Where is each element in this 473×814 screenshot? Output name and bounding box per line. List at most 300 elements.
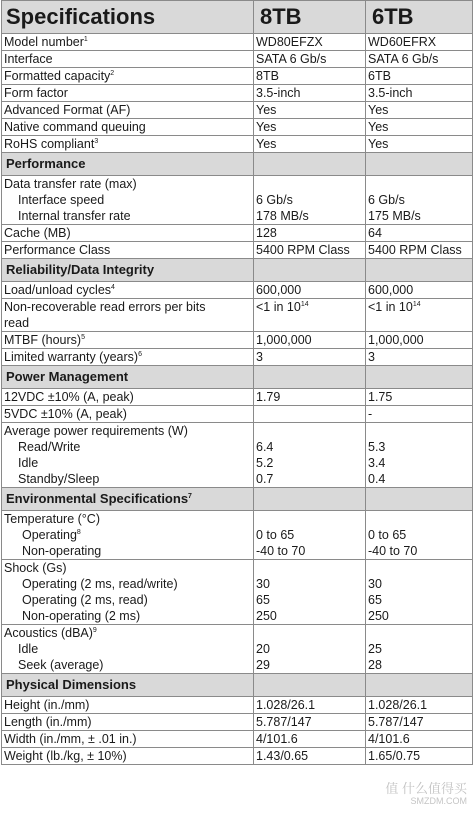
value-cell-6tb	[366, 51, 473, 68]
spec-value	[368, 471, 472, 487]
spec-label: Operating	[22, 528, 77, 542]
spec-value-text: 4/101.6	[368, 732, 410, 746]
table-row	[2, 714, 473, 731]
value-cell-8tb	[254, 119, 366, 136]
section-title	[2, 366, 254, 389]
value-cell-8tb	[254, 332, 366, 349]
spec-value	[368, 349, 472, 365]
spec-label-line	[4, 697, 253, 713]
value-cell-8tb	[254, 625, 366, 674]
spec-value	[256, 332, 365, 348]
spec-label-line	[4, 242, 253, 258]
spec-label: Width (in./mm, ± .01 in.)	[4, 732, 137, 746]
section-title	[2, 488, 254, 511]
spec-label-cell	[2, 136, 254, 153]
table-row	[2, 51, 473, 68]
table-row	[2, 85, 473, 102]
spec-label: Idle	[18, 642, 39, 656]
spec-value	[256, 136, 365, 152]
section-empty-cell	[366, 259, 473, 282]
spec-value	[256, 176, 365, 192]
spec-value	[368, 576, 472, 592]
spec-value-text: 1,000,000	[256, 333, 312, 347]
value-cell-6tb	[366, 748, 473, 765]
value-cell-8tb	[254, 225, 366, 242]
value-cell-6tb	[366, 560, 473, 625]
spec-label-cell	[2, 282, 254, 299]
spec-label: Non-operating (2 ms)	[22, 609, 141, 623]
spec-value-text: 250	[368, 609, 389, 623]
table-row	[2, 176, 473, 225]
section-header-row	[2, 674, 473, 697]
spec-label: Load/unload cycles	[4, 283, 112, 297]
value-cell-8tb	[254, 748, 366, 765]
spec-value-text: 1.75	[368, 390, 393, 404]
value-cell-8tb	[254, 282, 366, 299]
spec-value	[368, 731, 472, 747]
spec-label-line	[4, 439, 253, 455]
spec-label-line	[4, 389, 253, 405]
spec-value	[368, 389, 472, 405]
spec-value-text: 1.65/0.75	[368, 749, 421, 763]
spec-value-text: Yes	[368, 120, 389, 134]
spec-value	[256, 349, 365, 365]
spec-label-cell	[2, 511, 254, 560]
spec-value	[368, 714, 472, 730]
spec-label-cell	[2, 176, 254, 225]
value-cell-6tb	[366, 332, 473, 349]
value-cell-6tb	[366, 102, 473, 119]
spec-label-cell	[2, 625, 254, 674]
spec-value	[256, 389, 365, 405]
spec-label-cell	[2, 423, 254, 488]
spec-value	[368, 748, 472, 764]
value-cell-8tb	[254, 34, 366, 51]
table-row	[2, 389, 473, 406]
spec-label-line	[4, 332, 253, 348]
spec-value-text: 600,000	[368, 283, 414, 297]
spec-value-text: 65	[256, 593, 270, 607]
spec-value	[256, 439, 365, 455]
section-title-text: Power Management	[6, 369, 129, 384]
spec-label: 5VDC ±10% (A, peak)	[4, 407, 127, 421]
table-row	[2, 406, 473, 423]
section-title	[2, 674, 254, 697]
spec-value-text: 6TB	[368, 69, 391, 83]
spec-label: Formatted capacity	[4, 69, 111, 83]
value-cell-8tb	[254, 68, 366, 85]
spec-label-line	[4, 51, 253, 67]
section-empty-cell	[254, 488, 366, 511]
spec-label-line	[4, 543, 253, 559]
spec-label-cell	[2, 406, 254, 423]
spec-value-text: 1.43/0.65	[256, 749, 309, 763]
spec-label-cell	[2, 102, 254, 119]
spec-value	[256, 471, 365, 487]
specifications-title: Specifications	[2, 1, 254, 34]
table-row	[2, 625, 473, 674]
spec-label-cell	[2, 85, 254, 102]
watermark	[385, 782, 467, 808]
spec-label-cell	[2, 748, 254, 765]
spec-value	[368, 641, 472, 657]
value-cell-8tb	[254, 511, 366, 560]
section-header-row	[2, 259, 473, 282]
spec-value	[368, 527, 472, 543]
section-title	[2, 153, 254, 176]
table-row	[2, 242, 473, 259]
spec-label-cell	[2, 714, 254, 731]
specifications-table-body	[2, 1, 473, 765]
spec-value	[368, 332, 472, 348]
table-row	[2, 136, 473, 153]
spec-value	[256, 748, 365, 764]
spec-label-line	[4, 208, 253, 224]
spec-label: Height (in./mm)	[4, 698, 90, 712]
table-row	[2, 225, 473, 242]
spec-value-text: 25	[368, 642, 382, 656]
spec-value	[368, 208, 472, 224]
spec-value	[368, 51, 472, 67]
spec-value-text: <1 in 10	[368, 300, 413, 314]
spec-value-text: 0.7	[256, 472, 274, 486]
spec-label: Cache (MB)	[4, 226, 71, 240]
spec-label-line	[4, 731, 253, 747]
value-cell-8tb	[254, 136, 366, 153]
spec-value	[368, 282, 472, 298]
spec-value-text: 1,000,000	[368, 333, 424, 347]
spec-label-line	[4, 119, 253, 135]
specifications-table	[1, 0, 473, 765]
footnote-marker: 3	[94, 138, 99, 145]
spec-label-cell	[2, 51, 254, 68]
section-title	[2, 259, 254, 282]
spec-value-text: Yes	[368, 103, 389, 117]
footnote-marker: 8	[76, 529, 81, 536]
spec-value-text: 3	[256, 350, 263, 364]
spec-value	[256, 315, 365, 331]
spec-label: Weight (lb./kg, ± 10%)	[4, 749, 127, 763]
value-cell-6tb	[366, 282, 473, 299]
spec-value-text: 3.4	[368, 456, 386, 470]
footnote-marker: 7	[188, 493, 192, 500]
spec-value-text: 0.4	[368, 472, 386, 486]
table-row	[2, 119, 473, 136]
spec-label-line	[4, 315, 253, 331]
spec-value-text: WD80EFZX	[256, 35, 323, 49]
value-cell-6tb	[366, 34, 473, 51]
spec-value	[368, 560, 472, 576]
spec-value	[256, 592, 365, 608]
column-header-8tb: 8TB	[254, 1, 366, 34]
spec-value	[256, 576, 365, 592]
spec-value-text: 5400 RPM Class	[256, 243, 350, 257]
spec-value	[368, 406, 472, 422]
spec-label-line	[4, 176, 253, 192]
spec-label: Standby/Sleep	[18, 472, 100, 486]
spec-value-text: 5400 RPM Class	[368, 243, 462, 257]
spec-label: Seek (average)	[18, 658, 104, 672]
spec-label-line	[4, 527, 253, 543]
spec-label-cell	[2, 242, 254, 259]
value-cell-6tb	[366, 731, 473, 748]
spec-value-text: Yes	[256, 103, 277, 117]
spec-value-text: Yes	[256, 120, 277, 134]
spec-value	[256, 527, 365, 543]
table-row	[2, 560, 473, 625]
spec-label: Interface	[4, 52, 53, 66]
value-cell-6tb	[366, 423, 473, 488]
spec-label-line	[4, 714, 253, 730]
section-empty-cell	[366, 366, 473, 389]
spec-value-text: 30	[368, 577, 382, 591]
watermark-text: 值 什么值得买	[385, 781, 467, 796]
spec-value-text: 1.028/26.1	[256, 698, 316, 712]
section-header-row	[2, 366, 473, 389]
spec-value-text: -	[368, 407, 373, 421]
value-cell-8tb	[254, 560, 366, 625]
table-row	[2, 299, 473, 332]
spec-value	[368, 119, 472, 135]
spec-value	[256, 299, 365, 315]
spec-label: Operating (2 ms, read/write)	[22, 577, 178, 591]
spec-label: Acoustics (dBA)	[4, 626, 93, 640]
value-cell-6tb	[366, 697, 473, 714]
value-cell-8tb	[254, 85, 366, 102]
section-title-text: Performance	[6, 156, 86, 171]
value-cell-8tb	[254, 423, 366, 488]
spec-value	[368, 511, 472, 527]
spec-value	[368, 315, 472, 331]
spec-value	[256, 641, 365, 657]
spec-value	[368, 102, 472, 118]
spec-value-text: Yes	[256, 137, 277, 151]
section-empty-cell	[254, 153, 366, 176]
spec-label: RoHS compliant	[4, 137, 95, 151]
spec-value	[256, 697, 365, 713]
value-cell-8tb	[254, 349, 366, 366]
value-cell-8tb	[254, 697, 366, 714]
spec-label-line	[4, 592, 253, 608]
spec-value-text: 3.5-inch	[256, 86, 301, 100]
section-title-text: Environmental Specifications	[6, 491, 189, 506]
section-empty-cell	[366, 674, 473, 697]
spec-label: Length (in./mm)	[4, 715, 92, 729]
spec-value	[368, 136, 472, 152]
spec-value	[256, 731, 365, 747]
spec-label-cell	[2, 349, 254, 366]
spec-value	[256, 282, 365, 298]
spec-value-text: 4/101.6	[256, 732, 298, 746]
table-row	[2, 748, 473, 765]
spec-label-line	[4, 34, 253, 50]
spec-value-text: -40 to 70	[256, 544, 306, 558]
value-cell-6tb	[366, 349, 473, 366]
spec-value-text: 5.3	[368, 440, 386, 454]
spec-label-line	[4, 657, 253, 673]
spec-value	[368, 625, 472, 641]
spec-label: Native command queuing	[4, 120, 146, 134]
value-cell-8tb	[254, 299, 366, 332]
spec-label-line	[4, 349, 253, 365]
value-cell-8tb	[254, 714, 366, 731]
spec-label-cell	[2, 225, 254, 242]
spec-label-cell	[2, 697, 254, 714]
spec-value	[256, 225, 365, 241]
spec-label-line	[4, 608, 253, 624]
spec-value	[256, 68, 365, 84]
spec-value	[256, 657, 365, 673]
spec-value	[368, 455, 472, 471]
spec-label-cell	[2, 389, 254, 406]
spec-value	[256, 406, 365, 422]
footnote-marker: 9	[92, 627, 97, 634]
table-row	[2, 102, 473, 119]
spec-label: Performance Class	[4, 243, 111, 257]
value-cell-8tb	[254, 242, 366, 259]
section-empty-cell	[366, 153, 473, 176]
spec-value-text: 1.028/26.1	[368, 698, 428, 712]
spec-value-text: 5.787/147	[368, 715, 424, 729]
spec-label: Non-operating	[22, 544, 102, 558]
spec-label-line	[4, 641, 253, 657]
spec-label: Internal transfer rate	[18, 209, 131, 223]
spec-value-text: 6 Gb/s	[256, 193, 293, 207]
footnote-marker: 1	[83, 36, 88, 43]
spec-value	[256, 85, 365, 101]
spec-label-line	[4, 511, 253, 527]
section-title-text: Reliability/Data Integrity	[6, 262, 155, 277]
spec-label: Shock (Gs)	[4, 561, 67, 575]
section-header-row	[2, 488, 473, 511]
spec-value-text: 600,000	[256, 283, 302, 297]
table-row	[2, 423, 473, 488]
spec-label-cell	[2, 34, 254, 51]
spec-label: Read/Write	[18, 440, 81, 454]
spec-value-text: 175 MB/s	[368, 209, 421, 223]
spec-value	[256, 102, 365, 118]
spec-label-line	[4, 471, 253, 487]
spec-value	[368, 192, 472, 208]
spec-value	[368, 68, 472, 84]
spec-value	[256, 242, 365, 258]
spec-label-line	[4, 282, 253, 298]
section-empty-cell	[254, 366, 366, 389]
spec-value-text: SATA 6 Gb/s	[256, 52, 327, 66]
value-cell-8tb	[254, 102, 366, 119]
spec-value-text: 1.79	[256, 390, 281, 404]
value-cell-6tb	[366, 625, 473, 674]
value-cell-6tb	[366, 176, 473, 225]
spec-label: Limited warranty (years)	[4, 350, 139, 364]
spec-label-line	[4, 68, 253, 84]
table-header-row	[2, 1, 473, 34]
table-row	[2, 332, 473, 349]
spec-label-line	[4, 299, 253, 315]
spec-value	[368, 657, 472, 673]
spec-label: Advanced Format (AF)	[4, 103, 131, 117]
spec-label-line	[4, 748, 253, 764]
spec-label-line	[4, 136, 253, 152]
spec-label: MTBF (hours)	[4, 333, 82, 347]
spec-value-text: Yes	[368, 137, 389, 151]
value-cell-6tb	[366, 119, 473, 136]
spec-value-text: 6.4	[256, 440, 274, 454]
spec-value	[368, 242, 472, 258]
spec-value	[368, 543, 472, 559]
spec-label: Average power requirements (W)	[4, 424, 188, 438]
spec-value	[256, 608, 365, 624]
spec-value	[368, 592, 472, 608]
spec-value	[368, 423, 472, 439]
spec-value	[368, 176, 472, 192]
value-cell-6tb	[366, 68, 473, 85]
value-cell-6tb	[366, 389, 473, 406]
footnote-marker: 2	[110, 70, 115, 77]
spec-value	[368, 697, 472, 713]
column-header-6tb: 6TB	[366, 1, 473, 34]
spec-value	[368, 608, 472, 624]
spec-value	[256, 455, 365, 471]
spec-value-text: 20	[256, 642, 270, 656]
section-title-text: Physical Dimensions	[6, 677, 137, 692]
spec-label-line	[4, 455, 253, 471]
section-header-row	[2, 153, 473, 176]
spec-value	[256, 34, 365, 50]
spec-label-line	[4, 85, 253, 101]
footnote-marker: 6	[138, 351, 142, 358]
table-row	[2, 731, 473, 748]
spec-value	[256, 208, 365, 224]
spec-label: Form factor	[4, 86, 68, 100]
spec-value-text: 0 to 65	[256, 528, 295, 542]
spec-value-text: SATA 6 Gb/s	[368, 52, 439, 66]
spec-label-line	[4, 576, 253, 592]
spec-label: Temperature (°C)	[4, 512, 100, 526]
spec-value	[256, 423, 365, 439]
value-cell-6tb	[366, 85, 473, 102]
spec-value	[256, 511, 365, 527]
value-cell-6tb	[366, 714, 473, 731]
spec-value	[368, 439, 472, 455]
spec-value	[256, 192, 365, 208]
table-row	[2, 34, 473, 51]
value-cell-6tb	[366, 511, 473, 560]
spec-label-line	[4, 625, 253, 641]
spec-label-line	[4, 406, 253, 422]
table-row	[2, 697, 473, 714]
spec-value-text: 3.5-inch	[368, 86, 413, 100]
spec-value-text: -40 to 70	[368, 544, 418, 558]
spec-value-text: 6 Gb/s	[368, 193, 405, 207]
spec-value	[256, 625, 365, 641]
spec-label-cell	[2, 731, 254, 748]
table-row	[2, 68, 473, 85]
spec-label: Data transfer rate (max)	[4, 177, 137, 191]
spec-value	[368, 225, 472, 241]
spec-label-cell	[2, 68, 254, 85]
spec-value-text: 178 MB/s	[256, 209, 309, 223]
footnote-marker: 4	[111, 284, 115, 291]
value-cell-6tb	[366, 242, 473, 259]
spec-value	[368, 34, 472, 50]
section-empty-cell	[254, 674, 366, 697]
value-cell-6tb	[366, 225, 473, 242]
spec-label-cell	[2, 299, 254, 332]
watermark-site: SMZDM.COM	[410, 796, 467, 806]
spec-value-text: 0 to 65	[368, 528, 407, 542]
spec-value-text: 64	[368, 226, 382, 240]
